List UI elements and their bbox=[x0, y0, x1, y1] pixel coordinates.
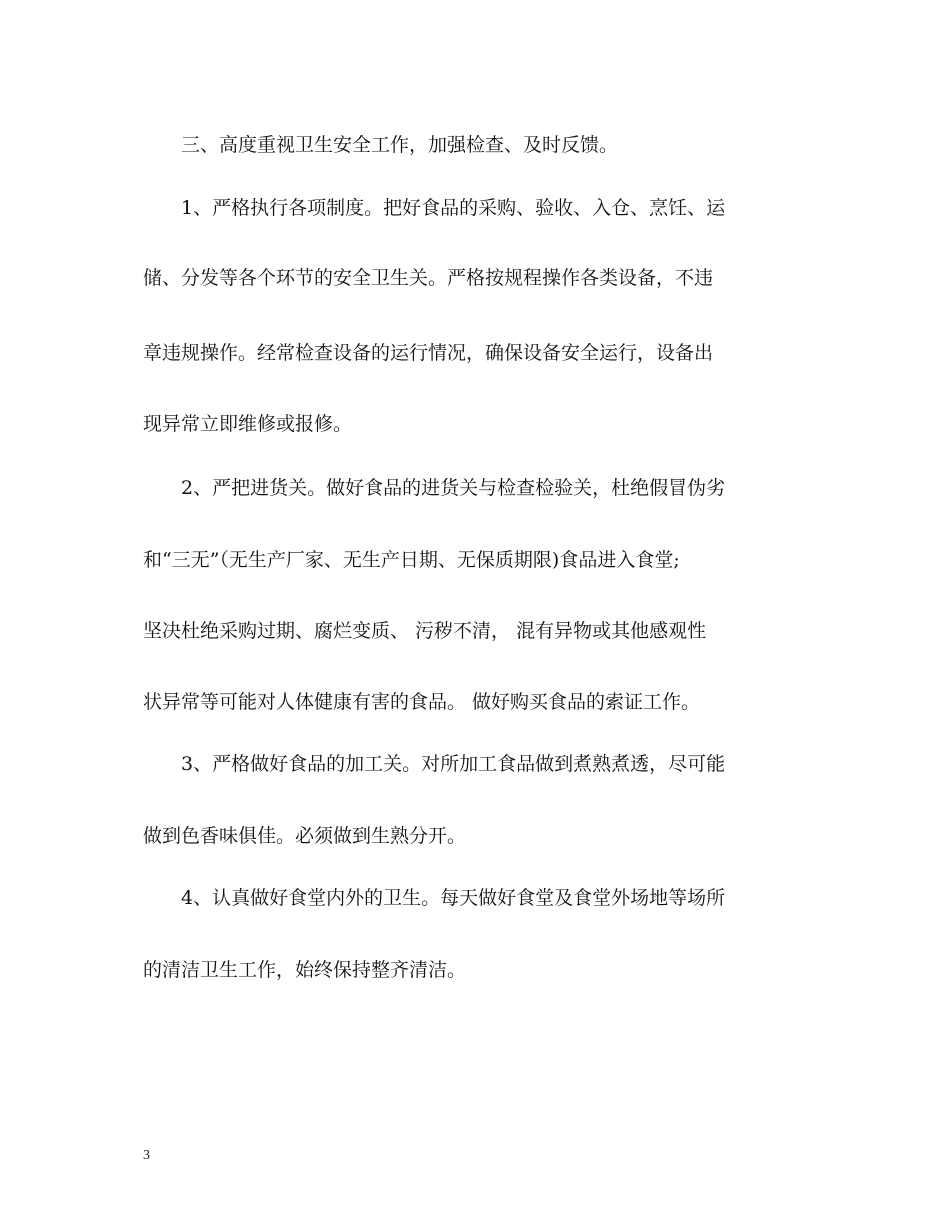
paragraph-line: 坚决杜绝采购过期、腐烂变质、 污秽不清， 混有异物或其他感观性 bbox=[143, 620, 707, 642]
paragraph-heading-line: 三、高度重视卫生安全工作，加强检查、及时反馈。 bbox=[143, 134, 619, 156]
paragraph-line: 3、严格做好食品的加工关。对所加工食品做到煮熟煮透，尽可能 bbox=[143, 753, 726, 775]
page-number: 3 bbox=[143, 1148, 150, 1163]
paragraph-line: 和“三无”（无生产厂家、无生产日期、无保质期限)食品进入食堂; bbox=[143, 549, 680, 571]
paragraph-line: 4、认真做好食堂内外的卫生。每天做好食堂及食堂外场地等场所 bbox=[143, 887, 726, 909]
paragraph-line: 做到色香味俱佳。必须做到生熟分开。 bbox=[143, 825, 467, 847]
paragraph-line: 章违规操作。经常检查设备的运行情况，确保设备安全运行，设备出 bbox=[143, 342, 714, 364]
paragraph-line: 现异常立即维修或报修。 bbox=[143, 413, 353, 435]
paragraph-line: 2、严把进货关。做好食品的进货关与检查检验关，杜绝假冒伪劣 bbox=[143, 477, 726, 499]
paragraph-line: 的清洁卫生工作，始终保持整齐清洁。 bbox=[143, 959, 467, 981]
paragraph-line: 储、分发等各个环节的安全卫生关。严格按规程操作各类设备，不违 bbox=[143, 267, 714, 289]
paragraph-line: 1、严格执行各项制度。把好食品的采购、验收、入仓、烹饪、运 bbox=[143, 197, 726, 219]
paragraph-line: 状异常等可能对人体健康有害的食品。 做好购买食品的索证工作。 bbox=[143, 691, 701, 713]
